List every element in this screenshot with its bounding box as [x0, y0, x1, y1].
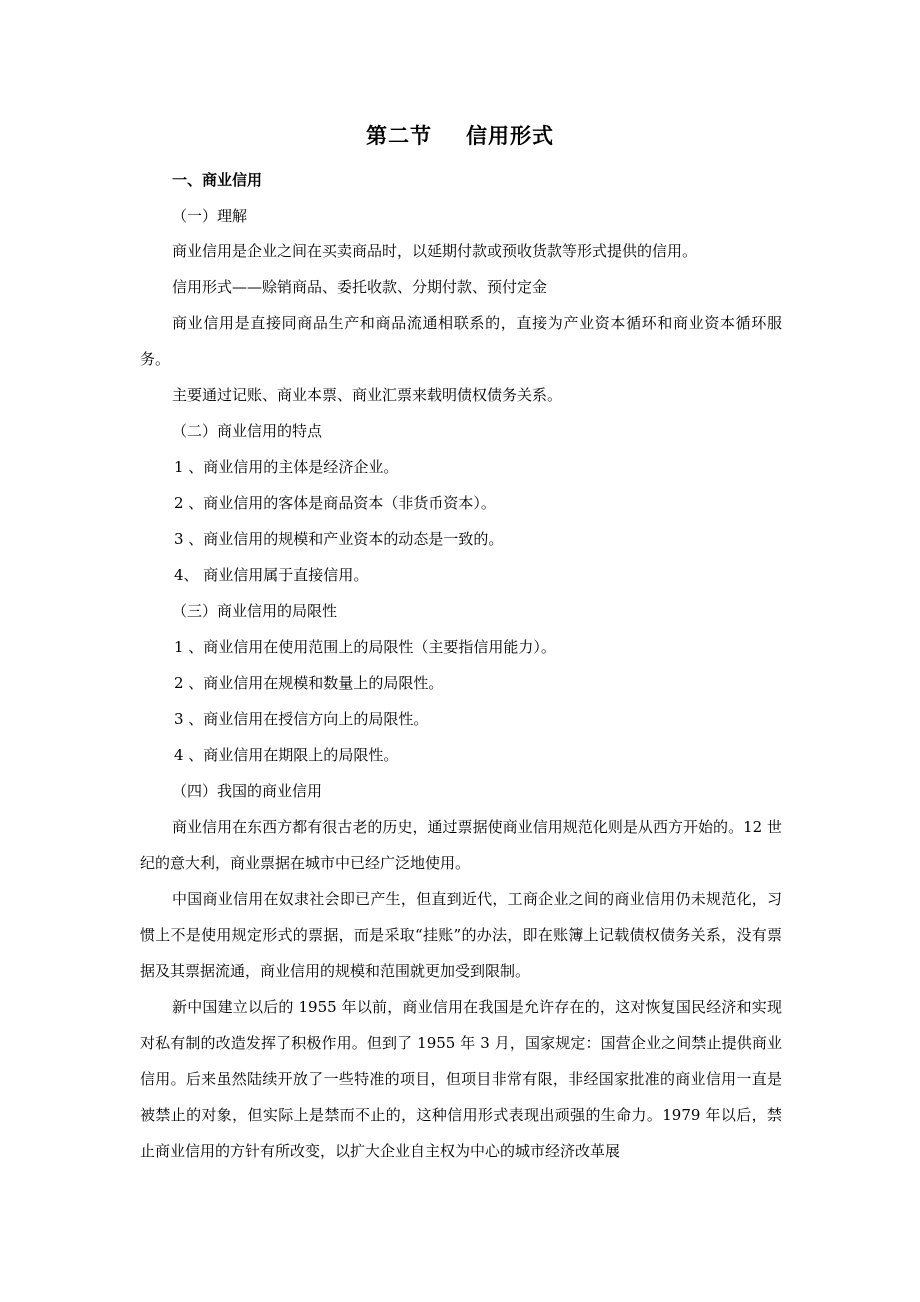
title-part-1: 第二节	[366, 123, 432, 148]
paragraph: 新中国建立以后的 1955 年以前，商业信用在我国是允许存在的，这对恢复国民经济和实现对私有制的改造发挥了积极作用。但到了 1955 年 3 月，国家规定：国营企业之间禁止提供商业信用。后来虽然陆续开放了一些特准的项目，但项目非常有限，非经国家批准的商业信用一直是被禁止的对象，但实际上是禁而不止的，这种信用形式表现出顽强的生命力。1979 年以后，禁止商业信用的方针有所改变，以扩大企业自主权为中心的城市经济改革展	[140, 998, 782, 1160]
list-item: 2 、商业信用在规模和数量上的局限性。	[174, 674, 444, 692]
list-item: 1 、商业信用的主体是经济企业。	[174, 458, 399, 476]
list-item: 4、 商业信用属于直接信用。	[174, 566, 369, 584]
subsection-heading-3: （三）商业信用的局限性	[172, 602, 338, 620]
title-part-2: 信用形式	[466, 123, 554, 148]
list-item: 3 、商业信用的规模和产业资本的动态是一致的。	[174, 530, 504, 548]
list-item: 4 、商业信用在期限上的局限性。	[174, 746, 399, 764]
subsection-heading-2: （二）商业信用的特点	[172, 422, 323, 440]
section-heading: 一、商业信用	[172, 171, 263, 189]
paragraph: 商业信用是企业之间在买卖商品时，以延期付款或预收货款等形式提供的信用。	[172, 242, 698, 260]
subsection-heading-1: （一）理解	[172, 207, 248, 225]
list-item: 1 、商业信用在使用范围上的局限性（主要指信用能力）。	[174, 638, 556, 656]
paragraph: 主要通过记账、商业本票、商业汇票来载明债权债务关系。	[172, 386, 563, 404]
paragraph: 信用形式——赊销商品、委托收款、分期付款、预付定金	[172, 278, 548, 296]
paragraph: 商业信用在东西方都有很古老的历史，通过票据使商业信用规范化则是从西方开始的。12 世纪的意大利，商业票据在城市中已经广泛地使用。	[140, 818, 782, 872]
paragraph: 中国商业信用在奴隶社会即已产生，但直到近代，工商企业之间的商业信用仍未规范化，习惯上不是使用规定形式的票据，而是采取“挂账”的办法，即在账簿上记载债权债务关系，没有票据及其票据流通，商业信用的规模和范围就更加受到限制。	[140, 890, 782, 980]
subsection-heading-4: （四）我国的商业信用	[172, 782, 323, 800]
paragraph: 商业信用是直接同商品生产和商品流通相联系的，直接为产业资本循环和商业资本循环服务。	[140, 314, 782, 368]
list-item: 3 、商业信用在授信方向上的局限性。	[174, 710, 429, 728]
section-title	[0, 120, 920, 150]
list-item: 2 、商业信用的客体是商品资本（非货币资本）。	[174, 494, 496, 512]
